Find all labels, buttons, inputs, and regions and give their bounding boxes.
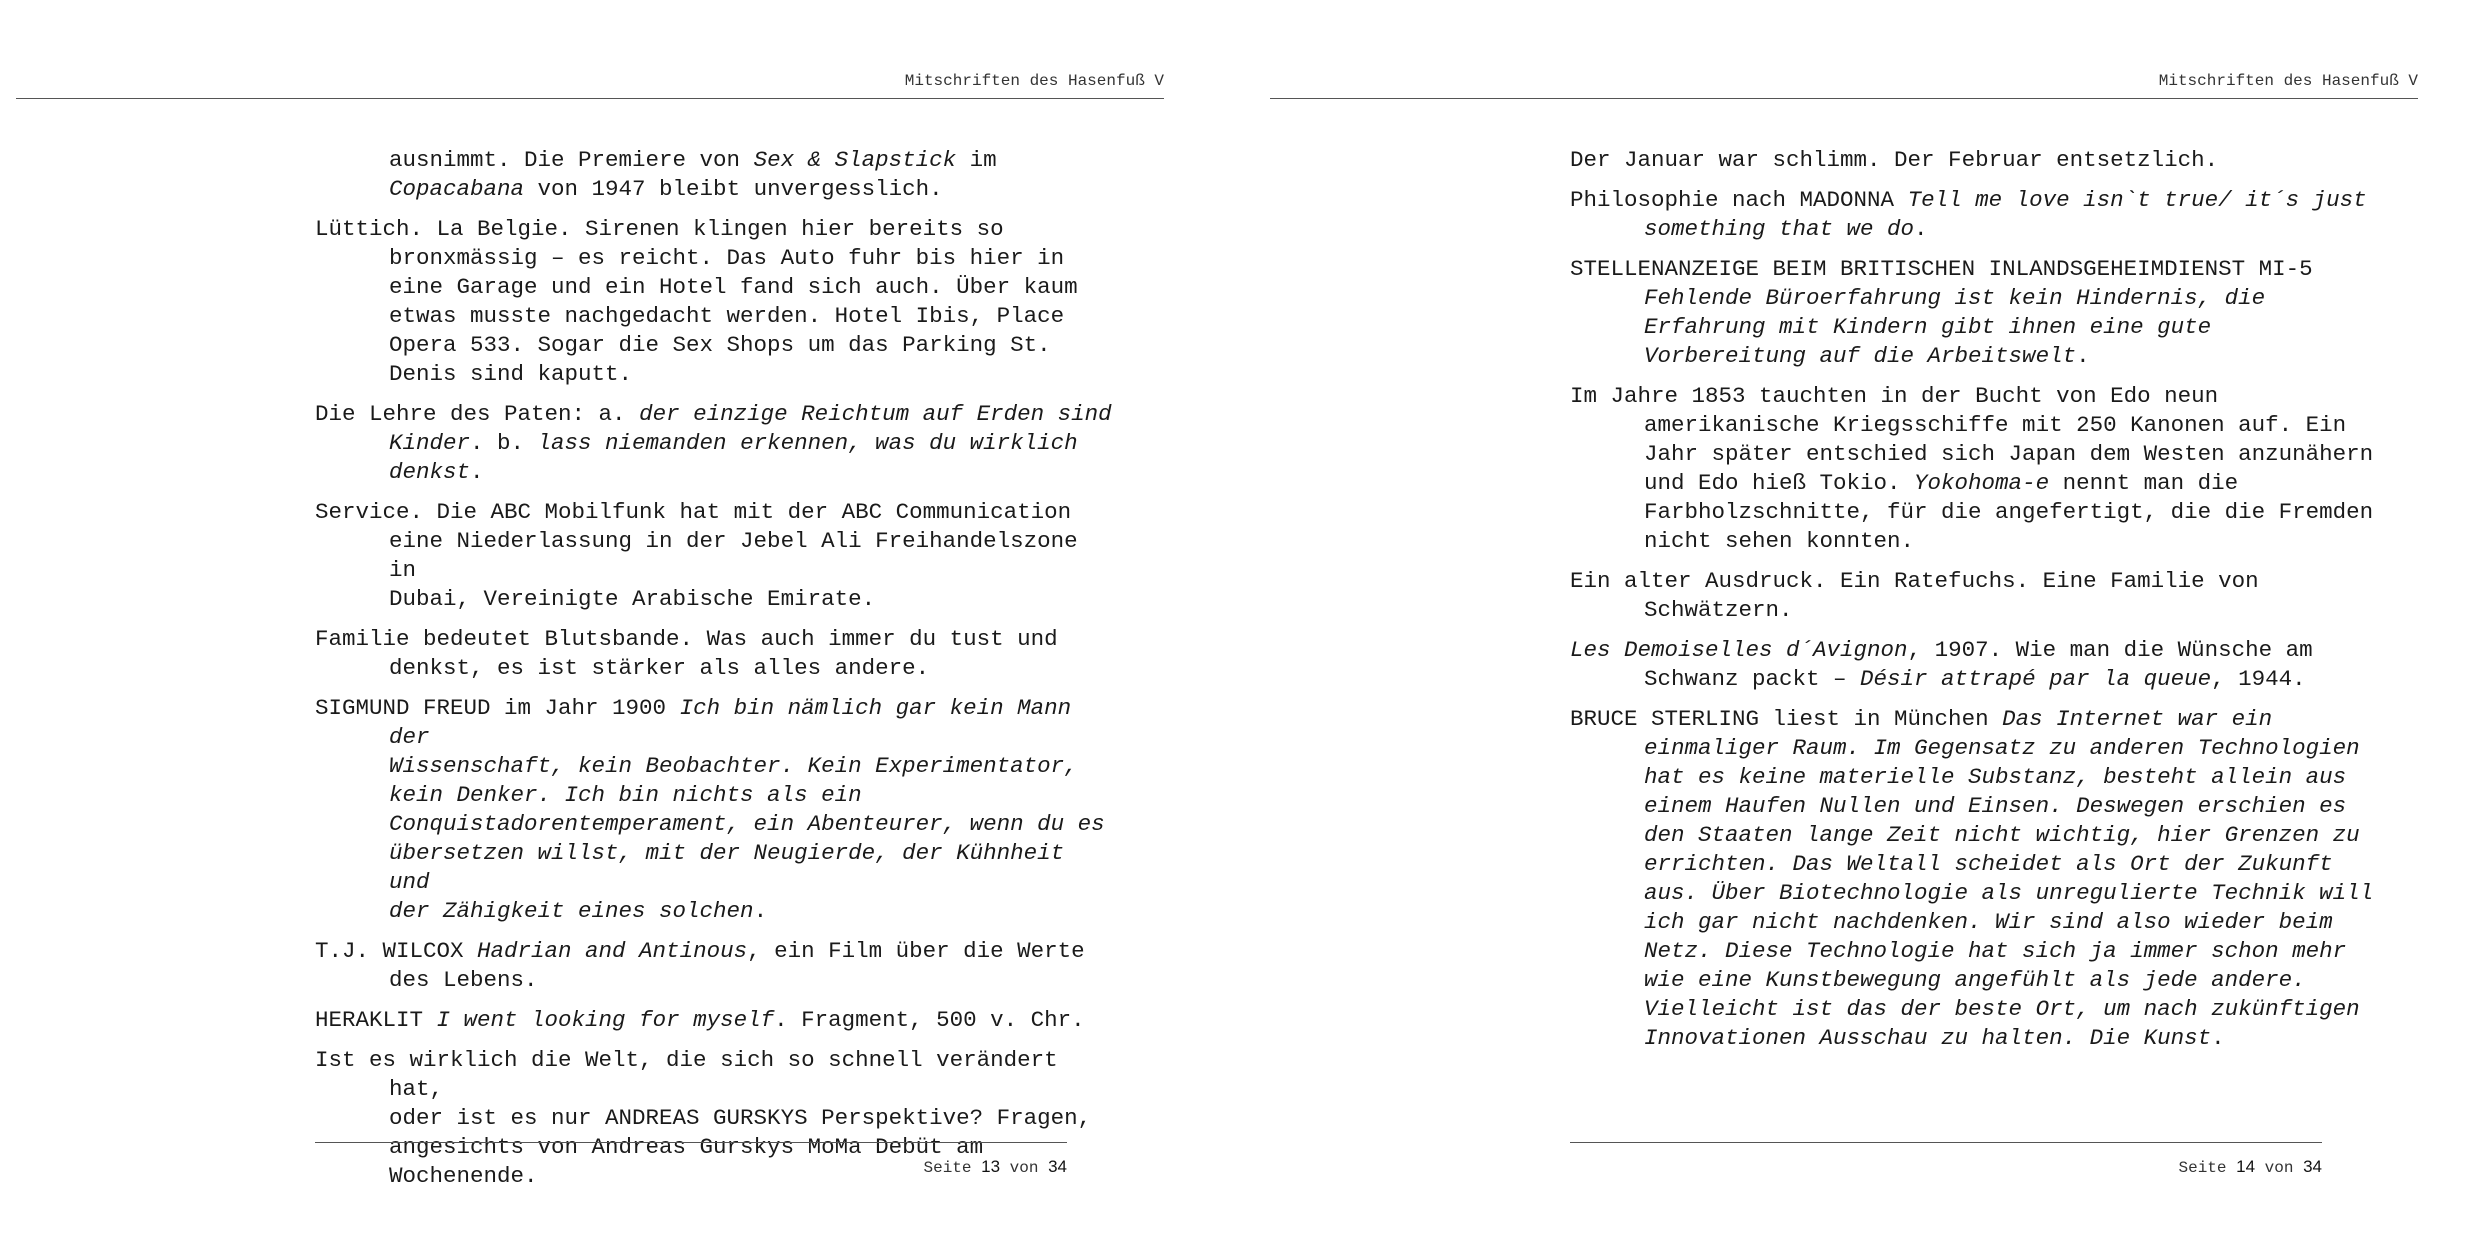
total-pages-number: 34 — [2303, 1157, 2322, 1176]
note-paragraph — [315, 400, 1115, 487]
paragraph-text: SIGMUND FREUD im Jahr 1900 — [315, 695, 680, 721]
page-body — [315, 146, 1115, 1202]
italic-quote-text: Yokohoma-e — [1914, 470, 2050, 496]
italic-quote-text: Fehlende Büroerfahrung ist kein Hindernis, die Erfahrung mit Kindern gibt ihnen eine gute Vorbereitung auf die Arbeitswelt — [1644, 285, 2266, 369]
current-page-number: 13 — [981, 1157, 1001, 1176]
paragraph-text: . — [753, 898, 768, 924]
note-paragraph — [1570, 146, 2390, 175]
note-paragraph — [1570, 382, 2390, 556]
italic-quote-text: Ich bin nämlich gar kein Mann der Wissenschaft, kein Beobachter. Kein Experimentator, kein Denker. Ich bin nichts als ein Conquistadorentemperament, ein Abenteurer, wenn du es übersetzen willst, mit der Neugierde, der Kühnheit und der Zähigkeit eines solchen — [389, 695, 1105, 924]
paragraph-text: Der Januar war schlimm. Der Februar entsetzlich. — [1570, 147, 2219, 173]
page-body — [1570, 146, 2390, 1064]
footer-rule — [315, 1142, 1067, 1143]
header-rule — [16, 98, 1164, 99]
paragraph-text: BRUCE STERLING liest in München — [1570, 706, 2003, 732]
page-footer — [315, 1157, 1067, 1177]
paragraph-text: Lüttich. La Belgie. Sirenen klingen hier bereits so bronxmässig – es reicht. Das Auto fuhr bis hier in eine Garage und ein Hotel fand sich auch. Über kaum etwas musste nachgedacht werden. Hotel Ibis, Place Opera 533. Sogar die Sex Shops um das Parking St. Denis sind kaputt. — [315, 216, 1078, 387]
italic-quote-text: Tell me love isn`t true/ it´s just something that we do — [1644, 187, 2367, 242]
running-header: Mitschriften des Hasenfuß V — [904, 72, 1164, 90]
paragraph-text: nennt man die Farbholzschnitte, für die angefertigt, die die Fremden nicht sehen konnten. — [1644, 470, 2374, 554]
paragraph-text: . — [1914, 216, 1928, 242]
italic-quote-text: I went looking for myself — [436, 1007, 775, 1033]
note-paragraph — [1570, 567, 2390, 625]
paragraph-text: , ein Film über die Werte des Lebens. — [389, 938, 1085, 993]
paragraph-text: Service. Die ABC Mobilfunk hat mit der ABC Communication eine Niederlassung in der Jebel Ali Freihandelszone in Dubai, Vereinigte Arabische Emirate. — [315, 499, 1078, 612]
paragraph-text: Die Lehre des Paten: a. — [315, 401, 640, 427]
note-paragraph — [1570, 636, 2390, 694]
paragraph-text: im — [969, 147, 997, 173]
paragraph-text: Im Jahre 1853 tauchten in der Bucht von Edo neun amerikanische Kriegsschiffe mit 250 Kanonen auf. Ein Jahr später entschied sich Japan dem Westen anzunähern und Edo hieß Tokio. — [1570, 383, 2374, 496]
paragraph-text: HERAKLIT — [315, 1007, 437, 1033]
page-footer — [1570, 1157, 2322, 1177]
italic-quote-text: Copacabana — [389, 176, 525, 202]
italic-quote-text: Les Demoiselles d´Avignon — [1570, 637, 1908, 663]
footer-von-label: von — [1009, 1159, 1039, 1177]
paragraph-text: Philosophie nach MADONNA — [1570, 187, 1908, 213]
paragraph-text: . — [2211, 1025, 2225, 1051]
note-paragraph — [315, 937, 1115, 995]
note-paragraph — [315, 146, 1115, 204]
footer-seite-label: Seite — [923, 1159, 972, 1177]
total-pages-number: 34 — [1048, 1157, 1067, 1176]
note-paragraph — [315, 498, 1115, 614]
paragraph-text: T.J. WILCOX — [315, 938, 478, 964]
paragraph-text: Ein alter Ausdruck. Ein Ratefuchs. Eine Familie von Schwätzern. — [1570, 568, 2259, 623]
note-paragraph — [1570, 705, 2390, 1053]
note-paragraph — [315, 215, 1115, 389]
paragraph-text: , 1907. Wie man die Wünsche am Schwanz packt – — [1644, 637, 2313, 692]
current-page-number: 14 — [2236, 1157, 2256, 1176]
paragraph-text: Familie bedeutet Blutsbande. Was auch immer du tust und denkst, es ist stärker als alles andere. — [315, 626, 1058, 681]
paragraph-text: Ist es wirklich die Welt, die sich so schnell verändert hat, oder ist es nur ANDREAS GURSKYS Perspektive? Fragen, angesichts von Andreas Gurskys MoMa Debüt am Wochenende. — [315, 1047, 1092, 1189]
note-paragraph — [315, 625, 1115, 683]
paragraph-text: ausnimmt. Die Premiere von — [389, 147, 754, 173]
paragraph-text: STELLENANZEIGE BEIM BRITISCHEN INLANDSGEHEIMDIENST MI-5 — [1570, 256, 2313, 282]
note-paragraph — [315, 694, 1115, 926]
running-header: Mitschriften des Hasenfuß V — [2158, 72, 2418, 90]
paragraph-text: , 1944. — [2211, 666, 2306, 692]
paragraph-text: . Fragment, 500 v. Chr. — [774, 1007, 1085, 1033]
italic-quote-text: der einzige Reichtum auf Erden sind Kinder — [389, 401, 1112, 456]
footer-von-label: von — [2264, 1159, 2294, 1177]
italic-quote-text: lass niemanden erkennen, was du wirklich denkst — [389, 430, 1078, 485]
note-paragraph — [315, 1006, 1115, 1035]
italic-quote-text: Das Internet war ein einmaliger Raum. Im Gegensatz zu anderen Technologien hat es keine materielle Substanz, besteht allein aus einem Haufen Nullen und Einsen. Deswegen erschien es den Staaten lange Zeit nicht wichtig, hier Grenzen zu errichten. Das Weltall scheidet als Ort der Zukunft aus. Über Biotechnologie als unregulierte Technik will ich gar nicht nachdenken. Wir sind also wieder beim Netz. Diese Technologie hat sich ja immer schon mehr wie eine Kunstbewegung angefühlt als jede andere. Vielleicht ist das der beste Ort, um nach zukünftigen Innovationen Ausschau zu halten. Die Kunst — [1644, 706, 2374, 1051]
note-paragraph — [1570, 186, 2390, 244]
italic-quote-text: Désir attrapé par la queue — [1860, 666, 2212, 692]
italic-quote-text: Sex & Slapstick — [753, 147, 957, 173]
header-rule — [1270, 98, 2418, 99]
note-paragraph — [1570, 255, 2390, 371]
right-page — [1240, 0, 2480, 1240]
footer-rule — [1570, 1142, 2322, 1143]
paragraph-text: . b. — [470, 430, 538, 456]
paragraph-text: . — [2076, 343, 2090, 369]
footer-seite-label: Seite — [2178, 1159, 2227, 1177]
paragraph-text: . — [470, 459, 484, 485]
italic-quote-text: Hadrian and Antinous — [477, 938, 748, 964]
paragraph-text: von 1947 bleibt unvergesslich. — [524, 176, 943, 202]
